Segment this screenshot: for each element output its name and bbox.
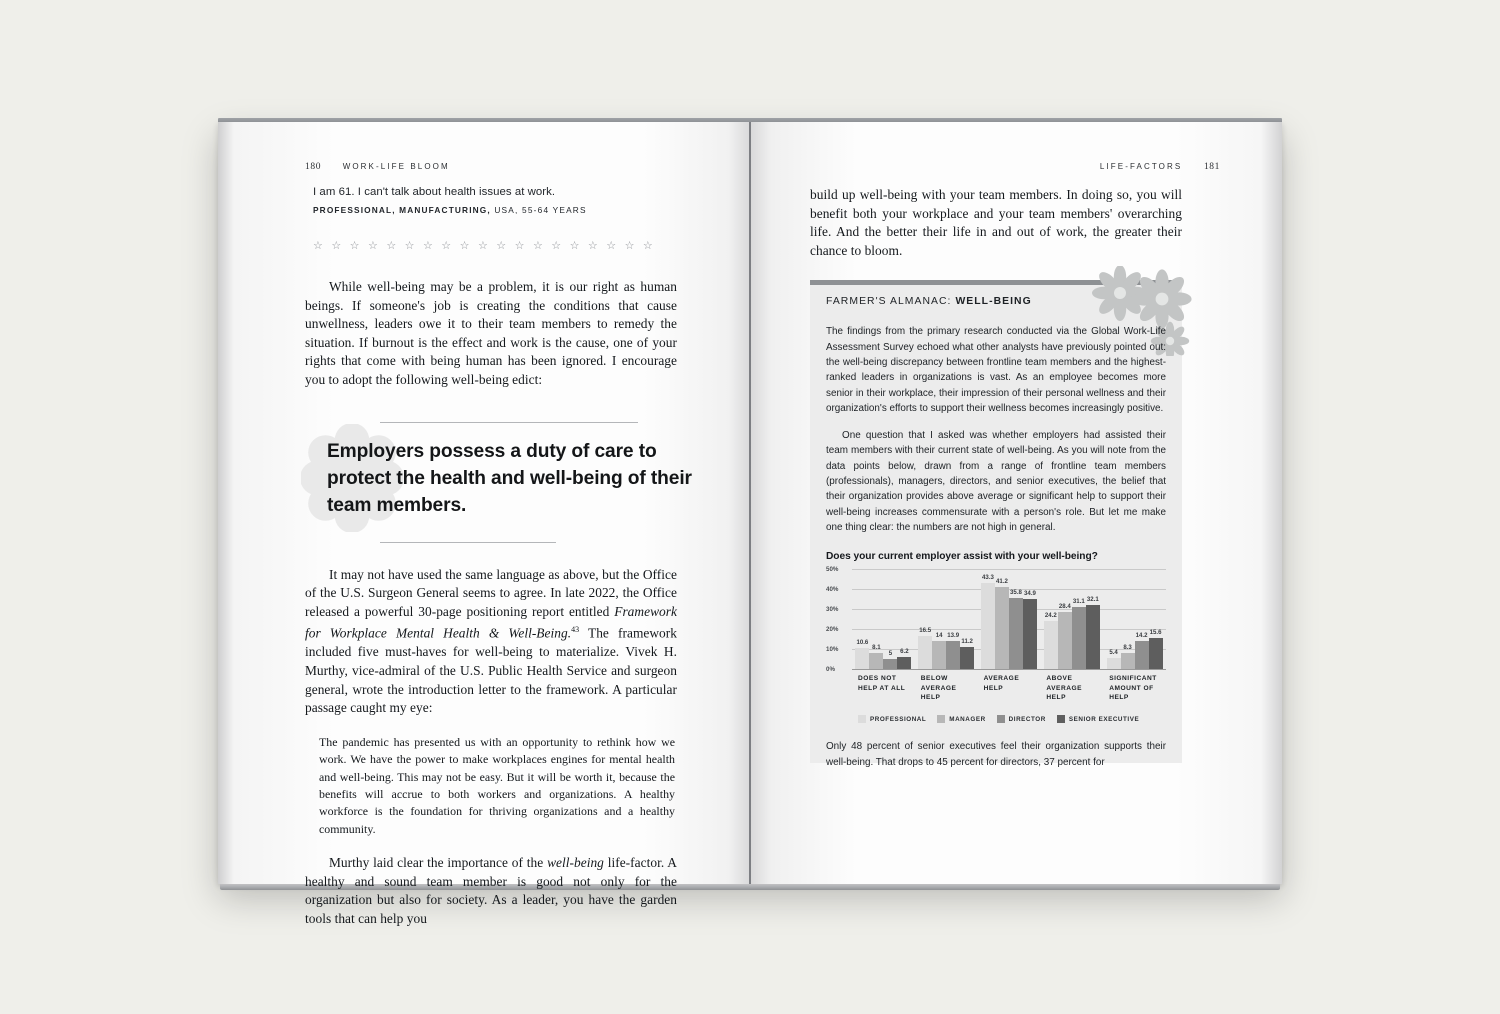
star-icon: ☆	[642, 240, 653, 252]
star-icon: ☆	[587, 240, 598, 252]
chart-bar	[1121, 643, 1135, 670]
footnote-marker: 43	[571, 625, 580, 635]
book-gutter	[749, 122, 751, 884]
star-icon: ☆	[606, 240, 617, 252]
star-icon: ☆	[404, 240, 415, 252]
bar-value-label: 16.5	[919, 627, 932, 635]
bar-value-label: 5.4	[1109, 649, 1118, 657]
bar-value-label: 14.2	[1135, 631, 1148, 639]
testimonial-attribution-role: PROFESSIONAL, MANUFACTURING,	[313, 205, 491, 215]
bar-value-label: 13.9	[947, 632, 960, 640]
star-icon: ☆	[386, 240, 397, 252]
chart-x-axis	[852, 669, 1166, 670]
body-paragraph-2-a: It may not have used the same language as above, but the Office of the U.S. Surgeon General seems to agree. In late 2022, the Office released a powerful 30-page positioning report entitled	[305, 566, 677, 619]
chart-bar	[1086, 596, 1100, 669]
chart-bar-groups	[852, 569, 1166, 669]
legend-label: PROFESSIONAL	[870, 715, 927, 723]
body-paragraph-3-b: life-factor. A healthy and sound team member is good not only for the organization but also for society. As a leader, you have the garden tools that can help you	[305, 855, 677, 926]
chart-title: Does your current employer assist with your well-being?	[826, 551, 1098, 563]
bar-value-label: 8.3	[1123, 643, 1132, 651]
chart-x-axis-labels	[852, 674, 1166, 702]
chart-bar	[960, 637, 974, 669]
chart-bar	[869, 644, 883, 669]
legend-label: DIRECTOR	[1008, 715, 1046, 723]
folio-right: 181	[1203, 162, 1220, 172]
almanac-paragraph-1: The findings from the primary research conducted via the Global Work-Life Assessment Survey echoed what other analysts have previously pointed out: the well-being discrepancy between frontline team members and the highest-ranked leaders in organizations is vast. As an employee becomes more senior in their workplace, their impression of their personal wellness and their organization's efforts to support their wellness becomes increasingly positive.	[826, 326, 1166, 414]
star-icon: ☆	[624, 240, 635, 252]
bar-value-label: 32.1	[1086, 596, 1099, 604]
body-paragraph-2	[305, 566, 677, 718]
star-icon: ☆	[477, 240, 488, 252]
star-icon: ☆	[367, 240, 378, 252]
y-axis-tick-label: 10%	[826, 646, 839, 654]
legend-item	[1057, 715, 1139, 723]
chart-bar	[995, 577, 1009, 669]
running-head-right	[1100, 162, 1220, 172]
star-icon: ☆	[532, 240, 543, 252]
left-text-column	[305, 186, 692, 929]
book-title-runhead: WORK-LIFE BLOOM	[342, 162, 450, 171]
body-paragraph-3-a: Murthy laid clear the importance of the	[329, 855, 548, 871]
star-icon: ☆	[514, 240, 525, 252]
chart-bar	[897, 647, 911, 669]
pull-quote-rule-top	[380, 422, 638, 423]
right-page	[750, 122, 1282, 884]
star-icon: ☆	[331, 240, 342, 252]
star-icon: ☆	[569, 240, 580, 252]
right-opening-paragraph: build up well-being with your team members. In doing so, you will benefit both your workplace and your team members' overarching life. And the better their life in and out of work, the greater their chance to bloom.	[810, 187, 1182, 258]
legend-item	[937, 715, 985, 723]
chart-bar	[981, 573, 995, 670]
star-icon: ☆	[422, 240, 433, 252]
farmers-almanac-sidebar	[810, 280, 1182, 768]
chart-bar	[1044, 611, 1058, 669]
legend-swatch	[1057, 715, 1065, 723]
almanac-paragraph-2: One question that I asked was whether employers had assisted their team members with their current state of well-being. As you will note from the data points below, drawn from a range of frontline team members (professionals), managers, directors, and senior executives, the belief that their organization provides above average or significant help to support their well-being increases commensurate with a person's role. But let me make one thing clear: the numbers are not high in general.	[826, 430, 1166, 533]
pull-quote-rule-bottom	[380, 542, 556, 543]
x-axis-category-label: BELOW AVERAGE HELP	[920, 675, 957, 702]
almanac-heading-topic: WELL-BEING	[955, 296, 1032, 308]
bar-value-label: 43.3	[982, 573, 994, 581]
chart-bar	[1149, 629, 1163, 669]
almanac-content	[826, 296, 1166, 769]
report-title-italic: Framework for Workplace Mental Health & Well-Being.	[305, 603, 677, 641]
bar-group	[1103, 569, 1166, 669]
bar-value-label: 31.1	[1072, 598, 1085, 606]
y-axis-tick-label: 40%	[826, 586, 839, 594]
pull-quote-text: Employers possess a duty of care to protect the health and well-being of their team members.	[327, 440, 692, 516]
body-paragraph-3	[305, 854, 677, 928]
well-being-italic: well-being	[547, 855, 604, 871]
x-axis-category-label: SIGNIFICANT AMOUNT OF HELP	[1109, 675, 1157, 702]
chapter-title-runhead: LIFE-FACTORS	[1099, 162, 1183, 171]
star-divider	[313, 241, 653, 252]
legend-swatch	[858, 715, 866, 723]
almanac-closing-paragraph: Only 48 percent of senior executives feel their organization supports their well-being. That drops to 45 percent for directors, 37 percent for	[826, 741, 1166, 768]
bar-value-label: 8.1	[872, 644, 881, 652]
bar-value-label: 6.2	[900, 647, 909, 655]
testimonial-attribution-detail: USA, 55-64 YEARS	[490, 205, 587, 215]
chart-legend	[858, 715, 1166, 723]
bar-value-label: 5	[888, 650, 893, 658]
body-paragraph-1: While well-being may be a problem, it is our right as human beings. If someone's job is creating the conditions that cause unwellness, leaders owe it to their team members to remedy the situation. If burnout is the effect and work is the cause, one of your rights that come with being human has been ignored. I encourage you to adopt the following well-being edict:	[305, 279, 677, 387]
chart-bar	[1058, 603, 1072, 669]
testimonial-attribution	[313, 205, 677, 215]
chart-bar	[1072, 598, 1086, 669]
chart-bar	[1107, 649, 1121, 669]
y-axis-tick-label: 0%	[826, 666, 835, 674]
x-axis-category-label: AVERAGE HELP	[983, 675, 1020, 692]
testimonial-quote: I am 61. I can't talk about health issues at work.	[313, 186, 556, 198]
chart-bar	[883, 650, 897, 669]
y-axis-tick-label: 20%	[826, 626, 839, 634]
pull-quote-block	[305, 420, 692, 548]
chart-bar	[1009, 588, 1023, 670]
x-axis-category-label: DOES NOT HELP AT ALL	[858, 675, 906, 692]
chart-bar	[1023, 590, 1037, 669]
bar-value-label: 24.2	[1044, 611, 1057, 619]
chart-block	[826, 551, 1166, 723]
almanac-heading-label: FARMER'S ALMANAC:	[826, 296, 956, 308]
legend-label: SENIOR EXECUTIVE	[1068, 715, 1140, 723]
right-text-column	[810, 186, 1182, 768]
chart-bar	[946, 632, 960, 669]
y-axis-tick-label: 30%	[826, 606, 839, 614]
body-paragraph-2-b: The framework included five must-haves for well-being to materialize. Vivek H. Murthy, vice-admiral of the U.S. Public Health Service and surgeon general, wrote the introduction letter to the framework. A particular passage caught my eye:	[305, 625, 677, 716]
bar-value-label: 15.6	[1149, 629, 1162, 637]
legend-label: MANAGER	[949, 715, 986, 723]
grouped-bar-chart	[826, 566, 1166, 702]
star-icon: ☆	[349, 240, 360, 252]
bar-group	[1040, 569, 1103, 669]
surgeon-general-blockquote: The pandemic has presented us with an opportunity to rethink how we work. We have the power to make workplaces engines for mental health and well-being. This may not be easy. But it will be worth it, because the benefits will accrue to both workers and organizations. A healthy workforce is the foundation for thriving organizations and a healthy community.	[319, 734, 675, 836]
legend-item	[858, 715, 926, 723]
bar-value-label: 14	[935, 632, 943, 640]
bar-group	[915, 569, 978, 669]
folio-left: 180	[305, 162, 322, 172]
bar-value-label: 11.2	[961, 637, 973, 645]
chart-bar	[932, 632, 946, 669]
bar-group	[978, 569, 1041, 669]
bar-value-label: 34.9	[1024, 590, 1036, 598]
star-icon: ☆	[441, 240, 452, 252]
star-icon: ☆	[313, 240, 323, 252]
bar-value-label: 41.2	[996, 577, 1008, 585]
left-page	[218, 122, 750, 926]
legend-swatch	[937, 715, 945, 723]
star-icon: ☆	[496, 240, 507, 252]
bar-value-label: 28.4	[1058, 603, 1071, 611]
bar-value-label: 10.6	[856, 639, 869, 647]
star-icon: ☆	[459, 240, 470, 252]
y-axis-tick-label: 50%	[826, 566, 839, 574]
legend-item	[997, 715, 1046, 723]
almanac-heading	[826, 296, 1166, 307]
bar-value-label: 35.8	[1010, 588, 1022, 596]
x-axis-category-label: ABOVE AVERAGE HELP	[1046, 675, 1083, 702]
chart-bar	[1135, 631, 1149, 669]
star-icon: ☆	[551, 240, 562, 252]
chart-bar	[855, 639, 869, 669]
chart-bar	[918, 627, 932, 669]
running-head-left	[305, 162, 450, 172]
open-book	[218, 122, 1282, 926]
bar-group	[852, 569, 915, 669]
legend-swatch	[997, 715, 1005, 723]
